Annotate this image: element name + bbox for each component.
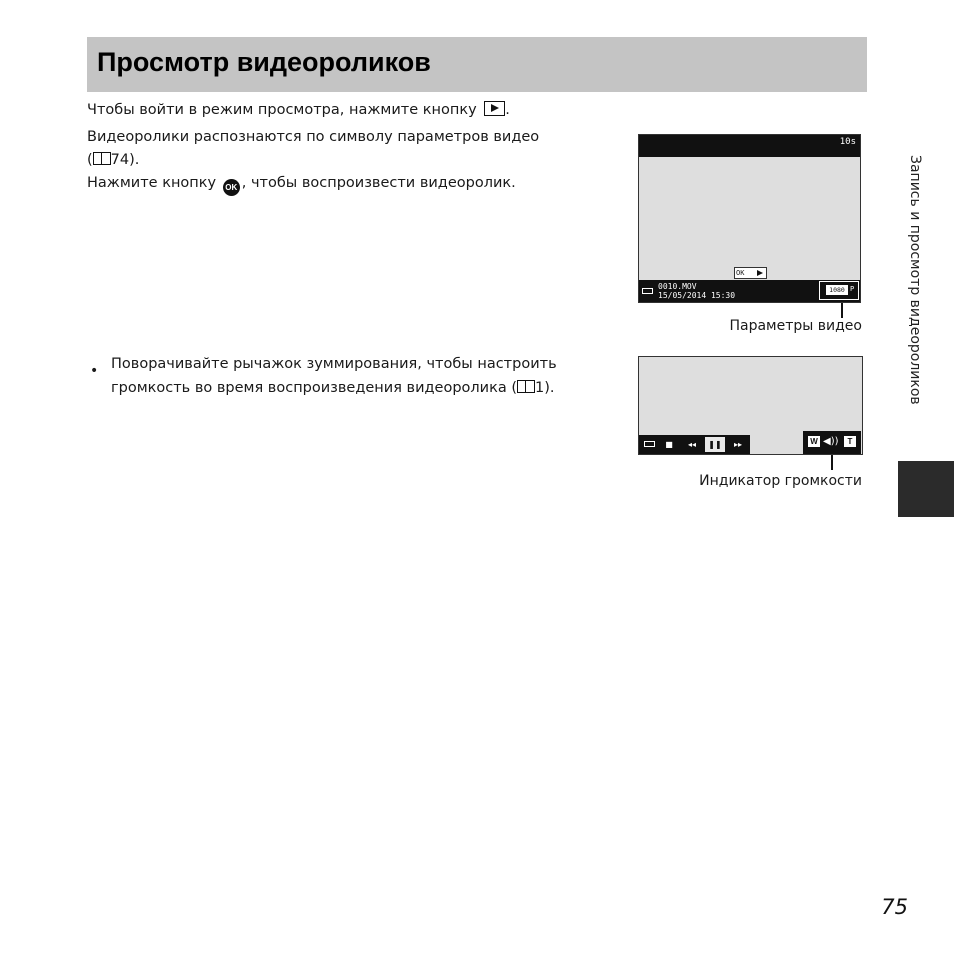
intro-line-1-end: .: [505, 102, 510, 118]
rewind-icon: ◂◂: [687, 440, 697, 449]
bullet-line-2-ref: 1).: [535, 380, 555, 396]
file-datetime: 15/05/2014 15:30: [658, 291, 736, 300]
bullet-marker: •: [90, 363, 99, 379]
book-reference-icon: [517, 380, 535, 393]
bullet-line-1: Поворачивайте рычажок зуммирования, чтобы настроить: [111, 356, 557, 372]
pause-icon: ❚❚: [705, 437, 725, 452]
leader-line: [841, 303, 843, 318]
intro-line-4-end: , чтобы воспроизвести видеоролик.: [241, 175, 516, 191]
intro-line-1-text: Чтобы войти в режим просмотра, нажмите кнопку: [87, 102, 477, 118]
volume-indicator: [803, 431, 861, 454]
video-options-icon: 1080: [826, 285, 848, 295]
title-bar: [87, 37, 867, 92]
section-tab-block: [898, 461, 954, 517]
video-options-caption: Параметры видео: [729, 318, 862, 334]
page-title: Просмотр видеороликов: [97, 47, 431, 77]
battery-icon: [644, 441, 655, 447]
zoom-t-icon: T: [844, 436, 856, 447]
leader-line: [831, 455, 833, 470]
ok-play-guide: [734, 267, 767, 279]
volume-indicator-caption: Индикатор громкости: [699, 473, 862, 489]
stop-icon: ■: [665, 440, 673, 449]
video-options-indicator: [819, 281, 859, 300]
intro-line-3: [87, 150, 139, 170]
fast-forward-icon: ▸▸: [733, 440, 743, 449]
playback-controls-bar: [639, 435, 750, 454]
volume-screen-illustration: [638, 356, 863, 455]
screen-top-bar: [639, 135, 860, 157]
side-section-label: Запись и просмотр видеороликов: [907, 155, 923, 405]
page-number: 75: [881, 895, 908, 919]
screen-bottom-bar: [639, 280, 860, 302]
ok-play-label: OK: [736, 269, 745, 277]
intro-line-3-open: (: [87, 152, 93, 168]
play-icon: [757, 270, 763, 276]
book-reference-icon: [93, 152, 111, 165]
recording-time: 10s: [839, 137, 856, 147]
intro-line-1: [87, 100, 510, 120]
intro-line-4: [87, 173, 516, 196]
file-info: [658, 282, 735, 300]
battery-icon: [642, 288, 653, 294]
intro-line-3-ref: 74).: [110, 152, 140, 168]
intro-line-4-start: Нажмите кнопку: [87, 175, 217, 191]
file-name: 0010.MOV: [658, 282, 697, 291]
speaker-icon: ◀)): [823, 436, 839, 447]
bullet-line-2-start: громкость во время воспроизведения видеоролика (: [111, 380, 517, 396]
ok-button-icon: OK: [223, 179, 240, 196]
bullet-line-2: [111, 378, 555, 398]
video-options-suffix: P: [850, 285, 855, 293]
playback-screen-illustration: [638, 134, 861, 303]
intro-line-2: Видеоролики распознаются по символу параметров видео: [87, 129, 540, 145]
zoom-w-icon: W: [808, 436, 820, 447]
play-button-icon: [484, 101, 505, 116]
